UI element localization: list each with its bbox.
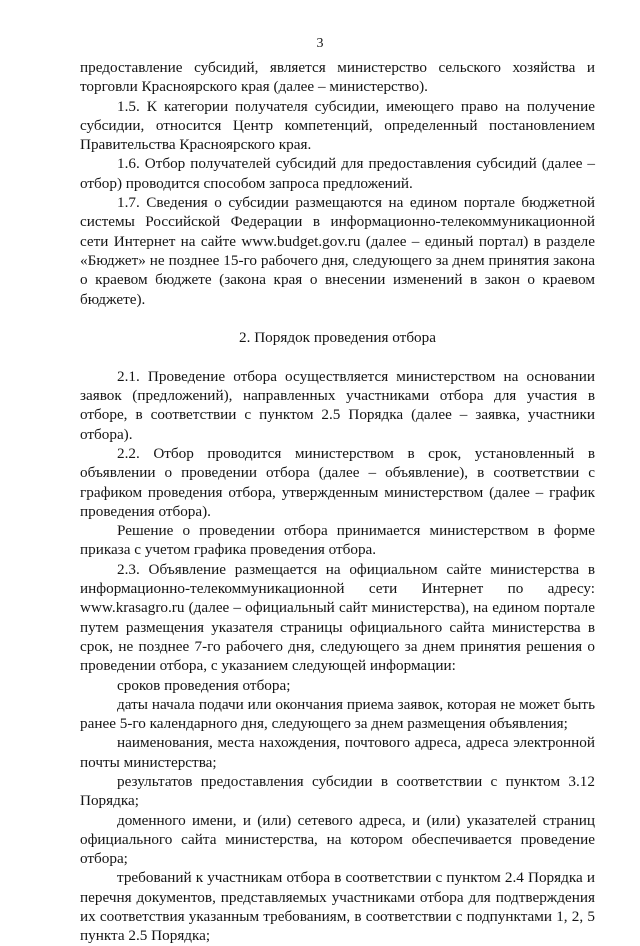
spacer [80, 309, 595, 328]
paragraph: 2.2. Отбор проводится министерством в срок, установленный в объявлении о проведении отбора (далее – объявление), в соответствии с графиком проведения отбора, утвержденным министерством (далее – график проведения отбора). [80, 444, 595, 520]
paragraph: Решение о проведении отбора принимается министерством в форме приказа с учетом графика проведения отбора. [80, 522, 595, 559]
page-number: 3 [316, 36, 324, 51]
list-item: результатов предоставления субсидии в соответствии с пунктом 3.12 Порядка; [80, 772, 595, 810]
list-item: наименования, места нахождения, почтового адреса, адреса электронной почты министерства; [80, 734, 595, 771]
paragraph: 1.7. Сведения о субсидии размещаются на едином портале бюджетной системы Российской Федерации в информационно-телекоммуникационной сети Интернет на сайте www.budget.gov.ru (далее – единый портал) в разделе «Бюджет» не позднее 15-го рабочего дня, следующего за днем принятия закона о краевом бюджете (закона края о внесении изменений в закон о краевом бюджете). [80, 194, 595, 308]
paragraph: 2.1. Проведение отбора осуществляется министерством на основании заявок (предложений), направленных участниками отбора для участия в отборе, в соответствии с пунктом 2.5 Порядка (далее – заявка, участники отбора). [80, 367, 595, 443]
paragraph: 2.3. Объявление размещается на официальном сайте министерства в информационно-телекоммуникационной сети Интернет по адресу: www.krasagro.ru (далее – официальный сайт министерства), на едином портале путем размещения указателя страницы официального сайта министерства в срок, не позднее 7-го рабочего дня, следующего за днем принятия решения о проведении отбора, с указанием следующей информации: [80, 560, 595, 675]
list-item: сроков проведения отбора; [117, 676, 291, 694]
section-heading: 2. Порядок проведения отбора [239, 329, 436, 347]
paragraph: предоставление субсидий, является министерство сельского хозяйства и торговли Красноярского края (далее – министерство). [80, 59, 595, 96]
paragraph: 1.6. Отбор получателей субсидий для предоставления субсидий (далее – отбор) проводится способом запроса предложений. [80, 155, 595, 192]
document-body [80, 58, 595, 946]
list-item: доменного имени, и (или) сетевого адреса, и (или) указателей страниц официального сайта министерства, на котором обеспечивается проведение отбора; [80, 811, 595, 868]
list-item: даты начала подачи или окончания приема заявок, которая не может быть ранее 5-го календарного дня, следующего за днем размещения объявления; [80, 695, 595, 733]
list-item: требований к участникам отбора в соответствии с пунктом 2.4 Порядка и перечня документов, представляемых участниками отбора для подтверждения их соответствия указанным требованиям, в соответствии с подпунктами 1, 2, 5 пункта 2.5 Порядка; [80, 869, 595, 945]
paragraph: 1.5. К категории получателя субсидии, имеющего право на получение субсидии, относится Центр компетенций, определенный постановлением Правительства Красноярского края. [80, 97, 595, 154]
spacer [80, 347, 595, 366]
